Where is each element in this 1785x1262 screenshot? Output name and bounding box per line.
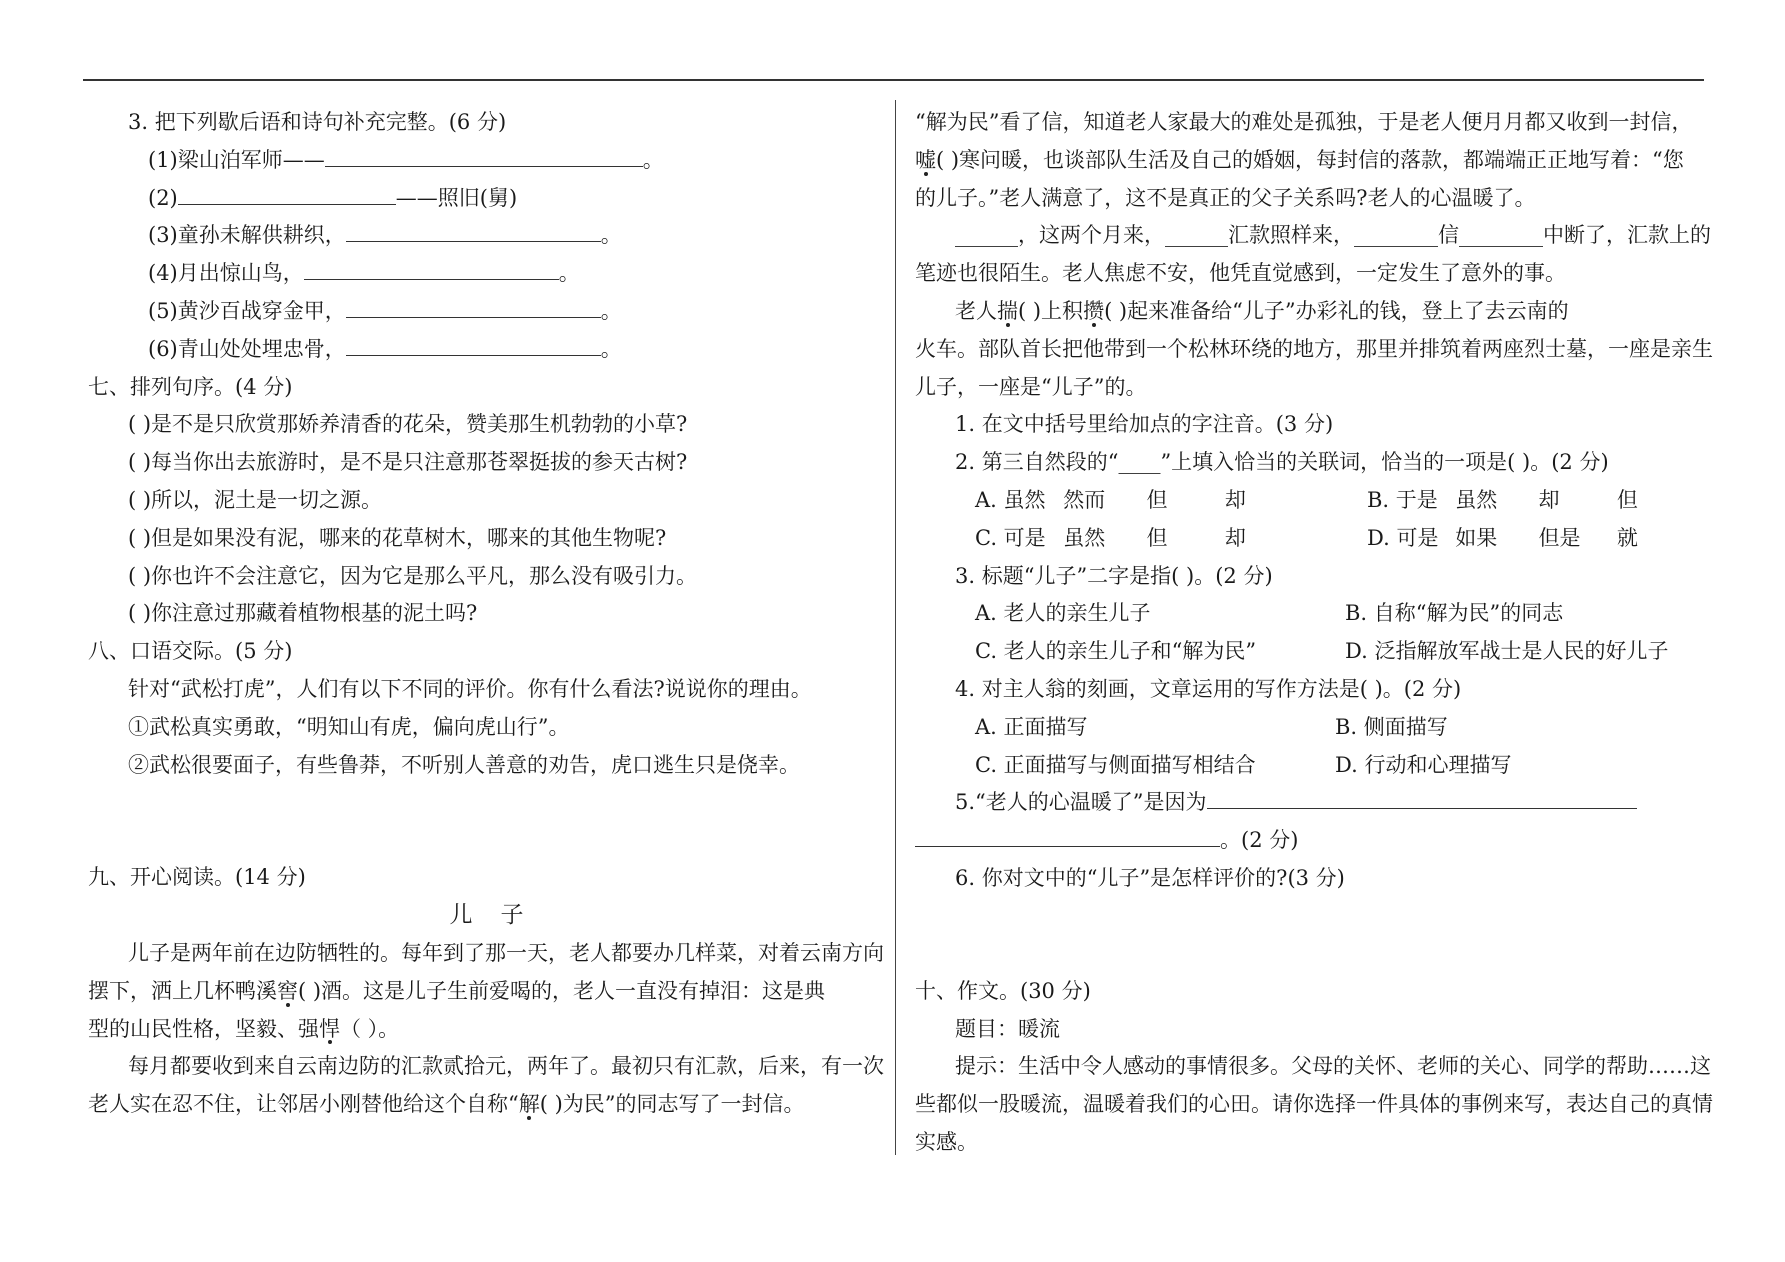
option-c[interactable]: C. 正面描写与侧面描写相结合: [975, 752, 1256, 777]
q3-item-5: (5)黄沙百战穿金甲， 。: [148, 298, 622, 323]
section-9-title: 九、开心阅读。(14 分): [88, 865, 306, 890]
dotted-char: 攒: [1083, 293, 1104, 331]
right-column: [915, 104, 1713, 1162]
passage-title: 儿子: [449, 902, 552, 929]
oral-opinion-1: ①武松真实勇敢，“明知山有虎，偏向虎山行”。: [128, 714, 570, 739]
dotted-char: 悍: [319, 1011, 340, 1049]
question-3: 3. 标题“儿子”二字是指( )。(2 分): [955, 563, 1273, 588]
question-5: 5.“老人的心温暖了”是因为: [915, 784, 1710, 822]
option-a[interactable]: A. 虽然: [975, 487, 1046, 512]
question-6: 6. 你对文中的“儿子”是怎样评价的?(3 分): [955, 865, 1345, 890]
q3-item-2: (2) ——照旧(舅): [148, 185, 518, 210]
answer-blank[interactable]: [1207, 788, 1637, 809]
left-column: [88, 104, 885, 1124]
essay-hint-line: 些都似一股暖流，温暖着我们的心田。请你选择一件具体的事例来写，表达自己的真情: [915, 1092, 1713, 1117]
dotted-char: 窖: [277, 973, 298, 1011]
answer-blank[interactable]: [325, 146, 643, 167]
top-rule: [83, 79, 1704, 81]
dotted-char: 嘘: [915, 142, 936, 180]
option-c[interactable]: C. 老人的亲生儿子和“解为民”: [975, 639, 1257, 664]
answer-blank[interactable]: [346, 335, 601, 356]
option-c[interactable]: C. 可是: [975, 525, 1046, 550]
order-item-2: ( )每当你出去旅游时，是不是只注意那苍翠挺拔的参天古树?: [128, 450, 688, 475]
answer-blank[interactable]: [346, 221, 601, 242]
question-1: 1. 在文中括号里给加点的字注音。(3 分): [955, 412, 1334, 437]
essay-hint-line: 实感。: [915, 1129, 978, 1154]
q2-options-row-1: A. 虽然 然而 但 却 B. 于是 虽然 却 但: [915, 482, 1710, 520]
passage-line: 每月都要收到来自云南边防的汇款贰拾元，两年了。最初只有汇款，后来，有一次: [128, 1054, 884, 1079]
oral-opinion-2: ②武松很要面子，有些鲁莽，不听别人善意的劝告，虎口逃生只是侥幸。: [128, 752, 800, 777]
passage-line: 摆下，洒上几杯鸭溪窖( )酒。这是儿子生前爱喝的，老人一直没有掉泪：这是典: [88, 973, 885, 1011]
passage-line: “解为民”看了信，知道老人家最大的难处是孤独，于是老人便月月都又收到一封信，: [915, 110, 1693, 134]
option-b[interactable]: B. 侧面描写: [1335, 714, 1448, 739]
order-item-5: ( )你也许不会注意它，因为它是那么平凡，那么没有吸引力。: [128, 563, 698, 588]
option-b[interactable]: B. 于是: [1367, 487, 1438, 512]
q3-title: 3. 把下列歇后语和诗句补充完整。(6 分): [128, 110, 507, 134]
section-10-title: 十、作文。(30 分): [915, 978, 1091, 1003]
passage-line: ______，这两个月来，______汇款照样来，________信________中断了，汇款上的: [955, 223, 1711, 248]
q3-item-4: (4)月出惊山鸟， 。: [148, 261, 580, 286]
order-item-1: ( )是不是只欣赏那娇养清香的花朵，赞美那生机勃勃的小草?: [128, 412, 688, 437]
passage-line: 的儿子。”老人满意了，这不是真正的父子关系吗?老人的心温暖了。: [915, 185, 1536, 210]
order-item-6: ( )你注意过那藏着植物根基的泥土吗?: [128, 601, 478, 626]
option-d[interactable]: D. 可是: [1367, 525, 1439, 550]
passage-line: 老人实在忍不住，让邻居小刚替他给这个自称“解( )为民”的同志写了一封信。: [88, 1086, 885, 1124]
q4-options-row-2: [915, 747, 1710, 785]
section-8-title: 八、口语交际。(5 分): [88, 639, 293, 664]
answer-blank[interactable]: [915, 826, 1220, 847]
passage-line: 火车。部队首长把他带到一个松林环绕的地方，那里并排筑着两座烈士墓，一座是亲生: [915, 336, 1713, 361]
answer-space: [88, 784, 885, 859]
essay-topic: 题目：暖流: [955, 1016, 1060, 1041]
answer-space: [915, 898, 1710, 973]
question-2: 2. 第三自然段的“____”上填入恰当的关联词，恰当的一项是( )。(2 分): [955, 450, 1609, 475]
option-a[interactable]: A. 正面描写: [975, 714, 1088, 739]
order-item-4: ( )但是如果没有泥，哪来的花草树木，哪来的其他生物呢?: [128, 525, 667, 550]
answer-blank[interactable]: [346, 297, 601, 318]
passage-line: 儿子是两年前在边防牺牲的。每年到了那一天，老人都要办几样菜，对着云南方向: [128, 940, 884, 965]
question-5-cont: 。(2 分): [915, 822, 1710, 860]
passage-line: 儿子，一座是“儿子”的。: [915, 374, 1147, 399]
option-b[interactable]: B. 自称“解为民”的同志: [1345, 601, 1564, 626]
dotted-char: 揣: [997, 293, 1018, 331]
oral-prompt: 针对“武松打虎”，人们有以下不同的评价。你有什么看法?说说你的理由。: [128, 676, 812, 701]
answer-blank[interactable]: [178, 184, 396, 205]
option-d[interactable]: D. 行动和心理描写: [1335, 752, 1512, 777]
option-a[interactable]: A. 老人的亲生儿子: [975, 601, 1151, 626]
question-4: 4. 对主人翁的刻画，文章运用的写作方法是( )。(2 分): [955, 676, 1462, 701]
essay-hint-line: 提示：生活中令人感动的事情很多。父母的关怀、老师的关心、同学的帮助……这: [955, 1054, 1711, 1079]
section-7-title: 七、排列句序。(4 分): [88, 374, 293, 399]
q3-options-row-2: [915, 633, 1710, 671]
order-item-3: ( )所以，泥土是一切之源。: [128, 487, 383, 512]
option-d[interactable]: D. 泛指解放军战士是人民的好儿子: [1345, 639, 1669, 664]
q4-options-row-1: [915, 709, 1710, 747]
q3-item-3: (3)童孙未解供耕织， 。: [148, 223, 622, 248]
q3-item-6: (6)青山处处埋忠骨， 。: [148, 336, 622, 361]
passage-line: 老人揣( )上积攒( )起来准备给“儿子”办彩礼的钱，登上了去云南的: [915, 293, 1710, 331]
q2-options-row-2: C. 可是 虽然 但 却 D. 可是 如果 但是 就: [915, 520, 1710, 558]
q3-item-1: (1)梁山泊军师—— 。: [148, 147, 664, 172]
answer-blank[interactable]: [304, 259, 559, 280]
q3-options-row-1: [915, 595, 1710, 633]
column-divider: [895, 100, 896, 1155]
dotted-char: 解: [519, 1086, 540, 1124]
passage-line: 笔迹也很陌生。老人焦虑不安，他凭直觉感到，一定发生了意外的事。: [915, 261, 1566, 286]
passage-line: 型的山民性格，坚毅、强悍（ ）。: [88, 1011, 885, 1049]
passage-line: 嘘( )寒问暖，也谈部队生活及自己的婚姻，每封信的落款，都端端正正地写着：“您: [915, 142, 1710, 180]
